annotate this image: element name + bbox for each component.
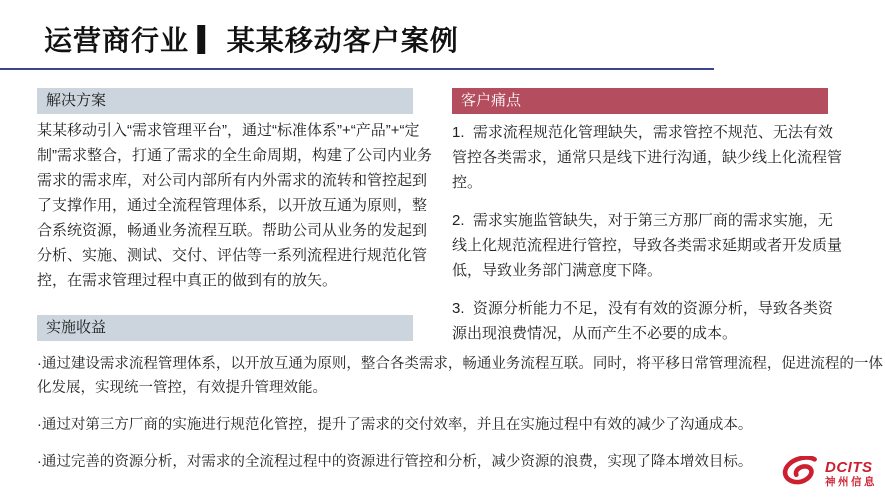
logo-name-en: DCITS	[825, 458, 873, 476]
solution-section-header: 解决方案	[37, 88, 413, 114]
company-logo	[781, 456, 877, 491]
dcits-swirl-icon	[781, 456, 821, 491]
benefit-item: ·通过对第三方厂商的实施进行规范化管控，提升了需求的交付效率，并且在实施过程中有效的减少了沟通成本。	[37, 417, 753, 433]
page-title: 运营商行业 ▎某某移动客户案例	[44, 25, 459, 56]
benefits-list	[37, 352, 883, 474]
benefit-item: ·通过建设需求流程管理体系，以开放互通为原则，整合各类需求，畅通业务流程互联。同时，将平移日常管理流程，促进流程的一体化发展，实现统一管控，有效提升管理效能。	[37, 356, 883, 396]
solution-body-text: 某某移动引入“需求管理平台”，通过“标准体系”+“产品”+“定制”需求整合，打通了需求的全生命周期，构建了公司内业务需求的需求库，对公司内部所有内外需求的流转和管控起到了支撑作用，通过全流程管理体系，以开放互通为原则，整合系统资源，畅通业务流程互联。帮助公司从业务的发起到分析、实施、测试、交付、评估等一系列流程进行规范化管控，在需求管理过程中真正的做到有的放矢。	[37, 122, 432, 289]
title-divider-line	[0, 68, 714, 70]
benefits-section-header: 实施收益	[37, 315, 413, 341]
pain-point-item: 1. 需求流程规范化管理缺失，需求管控不规范、无法有效管控各类需求，通常只是线下进行沟通，缺少线上化流程管控。	[452, 124, 843, 191]
benefit-item: ·通过完善的资源分析，对需求的全流程过程中的资源进行管控和分析，减少资源的浪费，实现了降本增效目标。	[37, 454, 753, 470]
pain-point-item: 2. 需求实施监管缺失，对于第三方那厂商的需求实施，无线上化规范流程进行管控，导致各类需求延期或者开发质量低，导致业务部门满意度下降。	[452, 212, 843, 279]
logo-text	[825, 460, 877, 488]
pain-points-list	[452, 120, 842, 346]
logo-name-cn: 神州信息	[825, 475, 877, 488]
pain-point-item: 3. 资源分析能力不足，没有有效的资源分析，导致各类资源出现浪费情况，从而产生不必要的成本。	[452, 300, 833, 342]
pain-points-section-header: 客户痛点	[452, 88, 828, 114]
